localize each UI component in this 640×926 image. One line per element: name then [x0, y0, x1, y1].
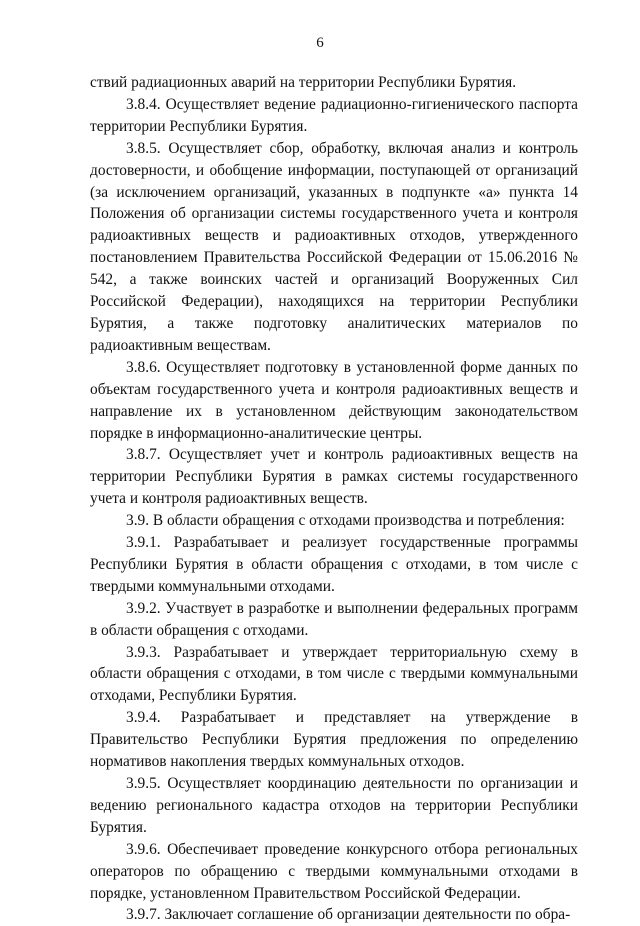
paragraph-3-8-4: 3.8.4. Осуществляет ведение радиационно-гигиенического паспорта территории Республики Бурятия.: [90, 95, 578, 135]
paragraph-3-9-3: 3.9.3. Разрабатывает и утверждает территориальную схему в области обращения с отходами, в том числе с твердыми коммунальными отходами, Республики Бурятия.: [90, 643, 578, 705]
paragraph-continuation: ствий радиационных аварий на территории Республики Бурятия.: [90, 74, 517, 91]
paragraph-3-9-6: 3.9.6. Обеспечивает проведение конкурсного отбора региональных операторов по обращению с твердыми коммунальными отходами в порядке, установленном Правительством Российской Федерации.: [90, 840, 578, 902]
paragraph-3-8-5: 3.8.5. Осуществляет сбор, обработку, включая анализ и контроль достоверности, и обобщение информации, поступающей от организаций (за исключением организаций, указанных в подпункте «а» пункта 14 Положения об организации системы государственного учета и контроля радиоактивных веществ и радиоактивных отходов, утвержденного постановлением Правительства Российской Федерации от 15.06.2016 № 542, а также воинских частей и организаций Вооруженных Сил Российской Федерации), находящихся на территории Республики Бурятия, а также подготовку аналитических материалов по радиоактивным веществам.: [90, 139, 578, 354]
paragraph-3-8-7: 3.8.7. Осуществляет учет и контроль радиоактивных веществ на территории Республики Бурятия в рамках системы государственного учета и контроля радиоактивных веществ.: [90, 446, 578, 508]
paragraph-3-9-1: 3.9.1. Разрабатывает и реализует государственные программы Республики Бурятия в области обращения с отходами, в том числе с твердыми коммунальными отходами.: [90, 534, 578, 595]
paragraph-3-9-4: 3.9.4. Разрабатывает и представляет на утверждение в Правительство Республики Бурятия предложения по определению нормативов накопления твердых коммунальных отходов.: [90, 709, 578, 771]
document-body: [90, 72, 578, 926]
paragraph-3-9-7: 3.9.7. Заключает соглашение об организации деятельности по обра-: [126, 906, 571, 924]
paragraph-3-9-5: 3.9.5. Осуществляет координацию деятельности по организации и ведению регионального кадастра отходов на территории Республики Бурятия.: [90, 775, 578, 836]
paragraph-3-9-2: 3.9.2. Участвует в разработке и выполнении федеральных программ в области обращения с отходами.: [90, 599, 578, 639]
paragraph-3-8-6: 3.8.6. Осуществляет подготовку в установленной форме данных по объектам государственного учета и контроля радиоактивных веществ и направление их в установленном действующим законодательством порядке в информационно-аналитические центры.: [90, 358, 578, 442]
paragraph-3-9: 3.9. В области обращения с отходами производства и потребления:: [126, 512, 565, 530]
page-number: 6: [316, 35, 324, 51]
